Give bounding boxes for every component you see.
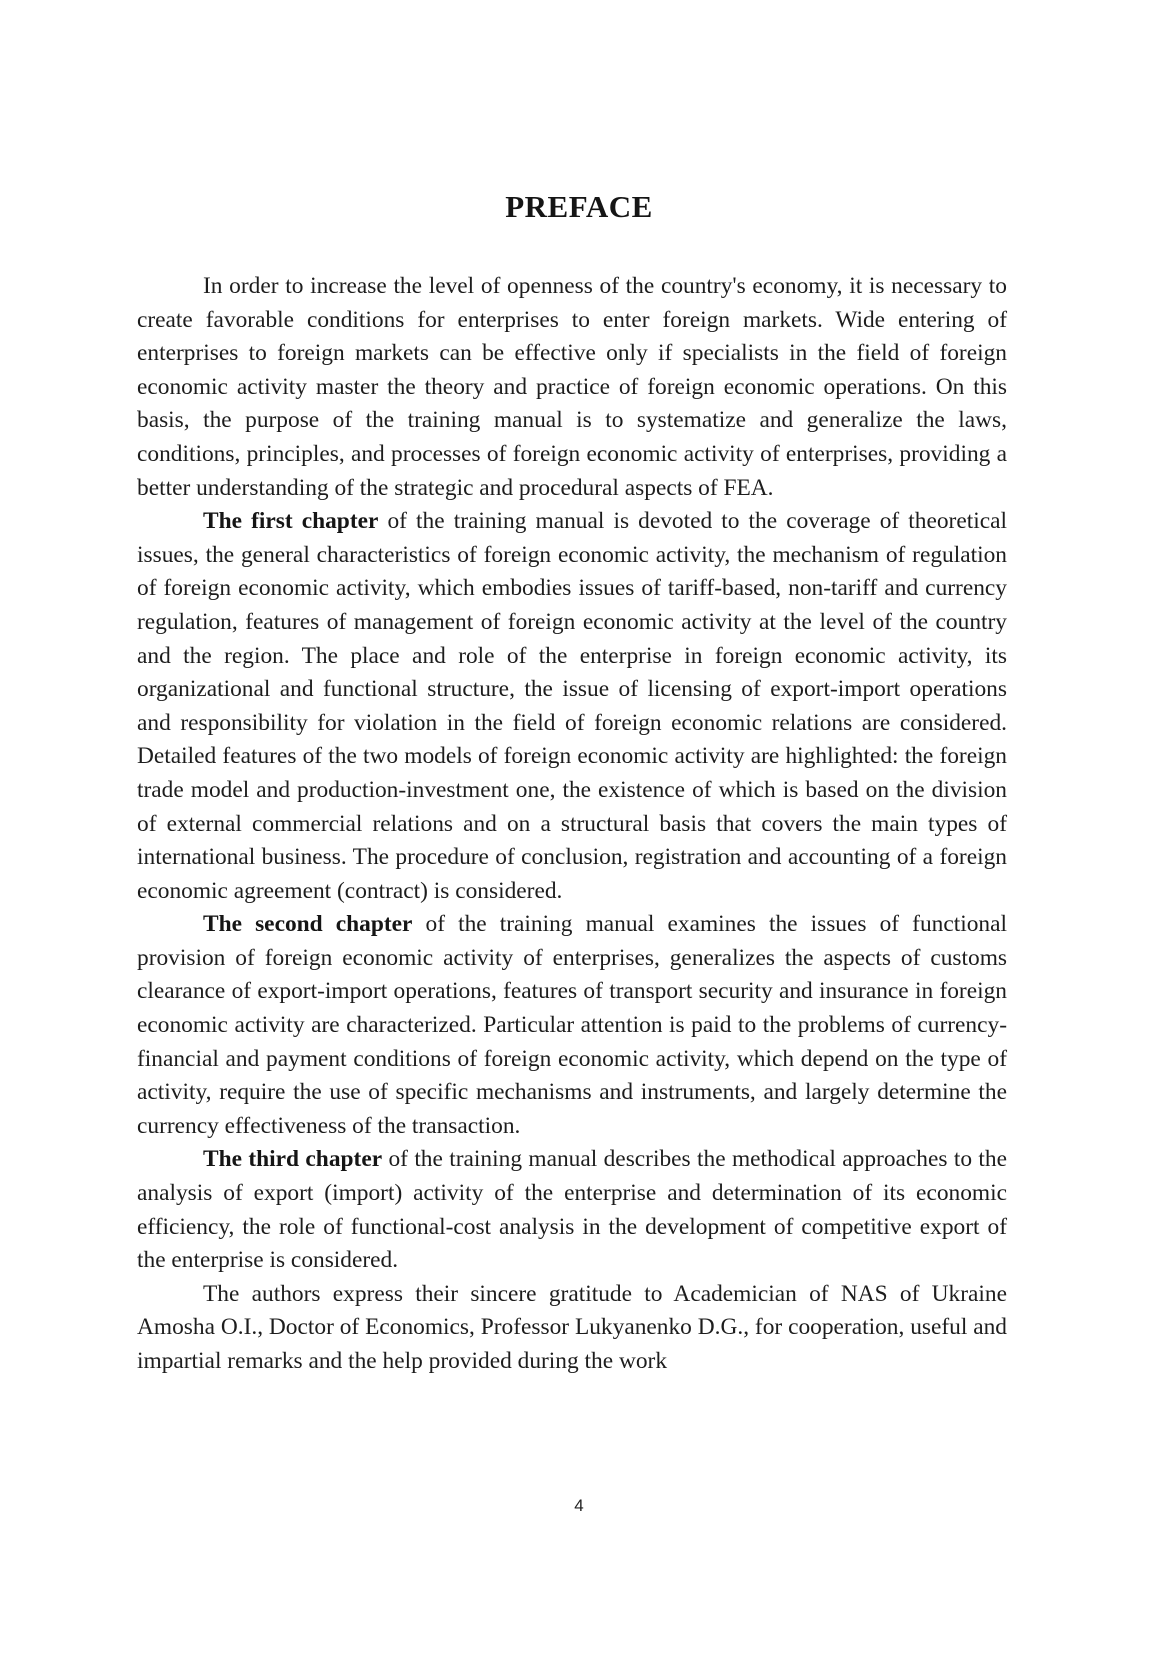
- paragraph-text: In order to increase the level of openness of the country's economy, it is necessary to create favorable conditions for enterprises to enter foreign markets. Wide entering of enterprises to foreign markets can be effective only if specialists in the field of foreign economic activity master the theory and practice of foreign economic operations. On this basis, the purpose of the training manual is to systematize and generalize the laws, conditions, principles, and processes of foreign economic activity of enterprises, providing a better understanding of the strategic and procedural aspects of FEA.: [137, 273, 1007, 501]
- paragraph-text: The authors express their sincere gratitude to Academician of NAS of Ukraine Amosha O.I., Doctor of Economics, Professor Lukyanenko D.G., for cooperation, useful and impartial remarks and the help provided during the work: [137, 1280, 1007, 1374]
- paragraph-intro: [137, 270, 1007, 505]
- paragraph-third-chapter: [137, 1143, 1007, 1277]
- body-text: [137, 270, 1007, 1379]
- paragraph-text: of the training manual describes the methodical approaches to the analysis of export (import) activity of the enterprise and determination of its economic efficiency, the role of functional-cost analysis in the development of competitive export of the enterprise is considered.: [137, 1146, 1007, 1274]
- paragraph-lead: The third chapter: [203, 1146, 383, 1173]
- page-title: PREFACE: [505, 188, 653, 224]
- paragraph-acknowledgements: [137, 1278, 1007, 1379]
- paragraph-text: of the training manual examines the issues of functional provision of foreign economic activity of enterprises, generalizes the aspects of customs clearance of export-import operations, features of transport security and insurance in foreign economic activity are characterized. Particular attention is paid to the problems of currency-financial and payment conditions of foreign economic activity, which depend on the type of activity, require the use of specific mechanisms and instruments, and largely determine the currency effectiveness of the transaction.: [137, 911, 1007, 1139]
- page-number: 4: [574, 1496, 584, 1515]
- paragraph-lead: The second chapter: [203, 911, 413, 938]
- paragraph-second-chapter: [137, 908, 1007, 1143]
- paragraph-lead: The first chapter: [203, 508, 379, 535]
- paragraph-first-chapter: [137, 505, 1007, 908]
- paragraph-text: of the training manual is devoted to the coverage of theoretical issues, the general characteristics of foreign economic activity, the mechanism of regulation of foreign economic activity, which embodies issues of tariff-based, non-tariff and currency regulation, features of management of foreign economic activity at the level of the country and the region. The place and role of the enterprise in foreign economic activity, its organizational and functional structure, the issue of licensing of export-import operations and responsibility for violation in the field of foreign economic relations are considered. Detailed features of the two models of foreign economic activity are highlighted: the foreign trade model and production-investment one, the existence of which is based on the division of external commercial relations and on a structural basis that covers the main types of international business. The procedure of conclusion, registration and accounting of a foreign economic agreement (contract) is considered.: [137, 508, 1007, 904]
